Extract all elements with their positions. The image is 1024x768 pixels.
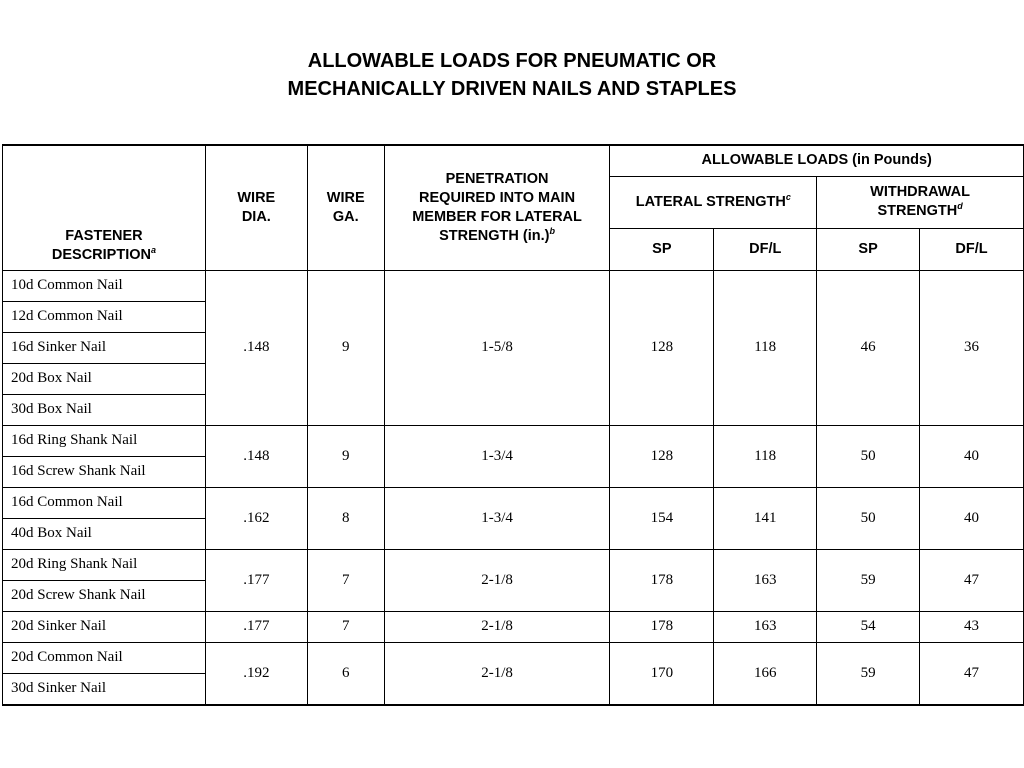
cell-fastener-description: 16d Ring Shank Nail bbox=[3, 425, 206, 456]
cell-penetration: 2-1/8 bbox=[384, 642, 610, 705]
header-fastener-description: FASTENER DESCRIPTION$^a$ bbox=[3, 145, 206, 270]
cell-wire-dia: .177 bbox=[205, 549, 307, 611]
header-lateral-sp: SP bbox=[610, 228, 714, 270]
header-withdrawal-dfl: DF/L bbox=[920, 228, 1024, 270]
allowable-loads-table bbox=[2, 144, 1024, 706]
cell-lateral-dfl: 118 bbox=[714, 425, 817, 487]
table-row bbox=[3, 611, 1024, 642]
cell-fastener-description: 20d Sinker Nail bbox=[3, 611, 206, 642]
header-withdrawal-sp: SP bbox=[817, 228, 920, 270]
cell-fastener-description: 30d Box Nail bbox=[3, 394, 206, 425]
cell-lateral-dfl: 118 bbox=[714, 270, 817, 425]
header-penetration: PENETRATION REQUIRED INTO MAIN MEMBER FOR LATERAL STRENGTH $(in.)^b$ bbox=[384, 145, 610, 270]
cell-lateral-dfl: 163 bbox=[714, 611, 817, 642]
cell-withdrawal-dfl: 36 bbox=[920, 270, 1024, 425]
cell-lateral-sp: 154 bbox=[610, 487, 714, 549]
cell-fastener-description: 10d Common Nail bbox=[3, 270, 206, 301]
cell-wire-dia: .148 bbox=[205, 425, 307, 487]
cell-fastener-description: 16d Sinker Nail bbox=[3, 332, 206, 363]
cell-fastener-description: 20d Box Nail bbox=[3, 363, 206, 394]
cell-lateral-dfl: 163 bbox=[714, 549, 817, 611]
page-title bbox=[0, 47, 1024, 103]
table-row bbox=[3, 549, 1024, 580]
table-row bbox=[3, 270, 1024, 301]
cell-wire-ga: 7 bbox=[307, 611, 384, 642]
table-row bbox=[3, 487, 1024, 518]
cell-withdrawal-sp: 54 bbox=[817, 611, 920, 642]
cell-withdrawal-dfl: 47 bbox=[920, 549, 1024, 611]
table-header bbox=[3, 145, 1024, 270]
table-row bbox=[3, 425, 1024, 456]
cell-fastener-description: 20d Ring Shank Nail bbox=[3, 549, 206, 580]
cell-lateral-sp: 170 bbox=[610, 642, 714, 705]
cell-withdrawal-dfl: 43 bbox=[920, 611, 1024, 642]
cell-withdrawal-dfl: 40 bbox=[920, 425, 1024, 487]
cell-penetration: 1-3/4 bbox=[384, 487, 610, 549]
cell-wire-ga: 9 bbox=[307, 425, 384, 487]
cell-withdrawal-sp: 46 bbox=[817, 270, 920, 425]
cell-penetration: 2-1/8 bbox=[384, 549, 610, 611]
cell-fastener-description: 40d Box Nail bbox=[3, 518, 206, 549]
table-body bbox=[3, 270, 1024, 705]
cell-lateral-sp: 128 bbox=[610, 425, 714, 487]
cell-penetration: 1-5/8 bbox=[384, 270, 610, 425]
cell-fastener-description: 12d Common Nail bbox=[3, 301, 206, 332]
cell-wire-dia: .177 bbox=[205, 611, 307, 642]
cell-fastener-description: 16d Common Nail bbox=[3, 487, 206, 518]
cell-penetration: 1-3/4 bbox=[384, 425, 610, 487]
cell-wire-ga: 9 bbox=[307, 270, 384, 425]
cell-withdrawal-sp: 59 bbox=[817, 642, 920, 705]
cell-withdrawal-sp: 50 bbox=[817, 425, 920, 487]
cell-lateral-dfl: 141 bbox=[714, 487, 817, 549]
cell-wire-ga: 7 bbox=[307, 549, 384, 611]
cell-lateral-sp: 128 bbox=[610, 270, 714, 425]
cell-wire-dia: .192 bbox=[205, 642, 307, 705]
cell-fastener-description: 16d Screw Shank Nail bbox=[3, 456, 206, 487]
cell-wire-ga: 8 bbox=[307, 487, 384, 549]
cell-withdrawal-dfl: 40 bbox=[920, 487, 1024, 549]
title-line-1: ALLOWABLE LOADS FOR PNEUMATIC OR bbox=[307, 50, 717, 72]
cell-fastener-description: 20d Screw Shank Nail bbox=[3, 580, 206, 611]
cell-penetration: 2-1/8 bbox=[384, 611, 610, 642]
cell-fastener-description: 30d Sinker Nail bbox=[3, 673, 206, 705]
cell-wire-dia: .148 bbox=[205, 270, 307, 425]
header-wire-ga: WIRE GA. bbox=[307, 145, 384, 270]
cell-withdrawal-sp: 59 bbox=[817, 549, 920, 611]
table-row bbox=[3, 642, 1024, 673]
cell-withdrawal-sp: 50 bbox=[817, 487, 920, 549]
cell-lateral-sp: 178 bbox=[610, 549, 714, 611]
cell-lateral-sp: 178 bbox=[610, 611, 714, 642]
cell-lateral-dfl: 166 bbox=[714, 642, 817, 705]
cell-wire-dia: .162 bbox=[205, 487, 307, 549]
title-line-2: MECHANICALLY DRIVEN NAILS AND STAPLES bbox=[287, 78, 737, 100]
header-wire-dia: WIRE DIA. bbox=[205, 145, 307, 270]
header-lateral-strength: LATERAL STRENGTH$^c$ bbox=[610, 176, 817, 228]
header-withdrawal-strength: WITHDRAWAL STRENGTH$^d$ bbox=[817, 176, 1024, 228]
cell-wire-ga: 6 bbox=[307, 642, 384, 705]
cell-fastener-description: 20d Common Nail bbox=[3, 642, 206, 673]
header-allowable-loads: ALLOWABLE LOADS (in Pounds) bbox=[610, 145, 1024, 176]
cell-withdrawal-dfl: 47 bbox=[920, 642, 1024, 705]
header-lateral-dfl: DF/L bbox=[714, 228, 817, 270]
